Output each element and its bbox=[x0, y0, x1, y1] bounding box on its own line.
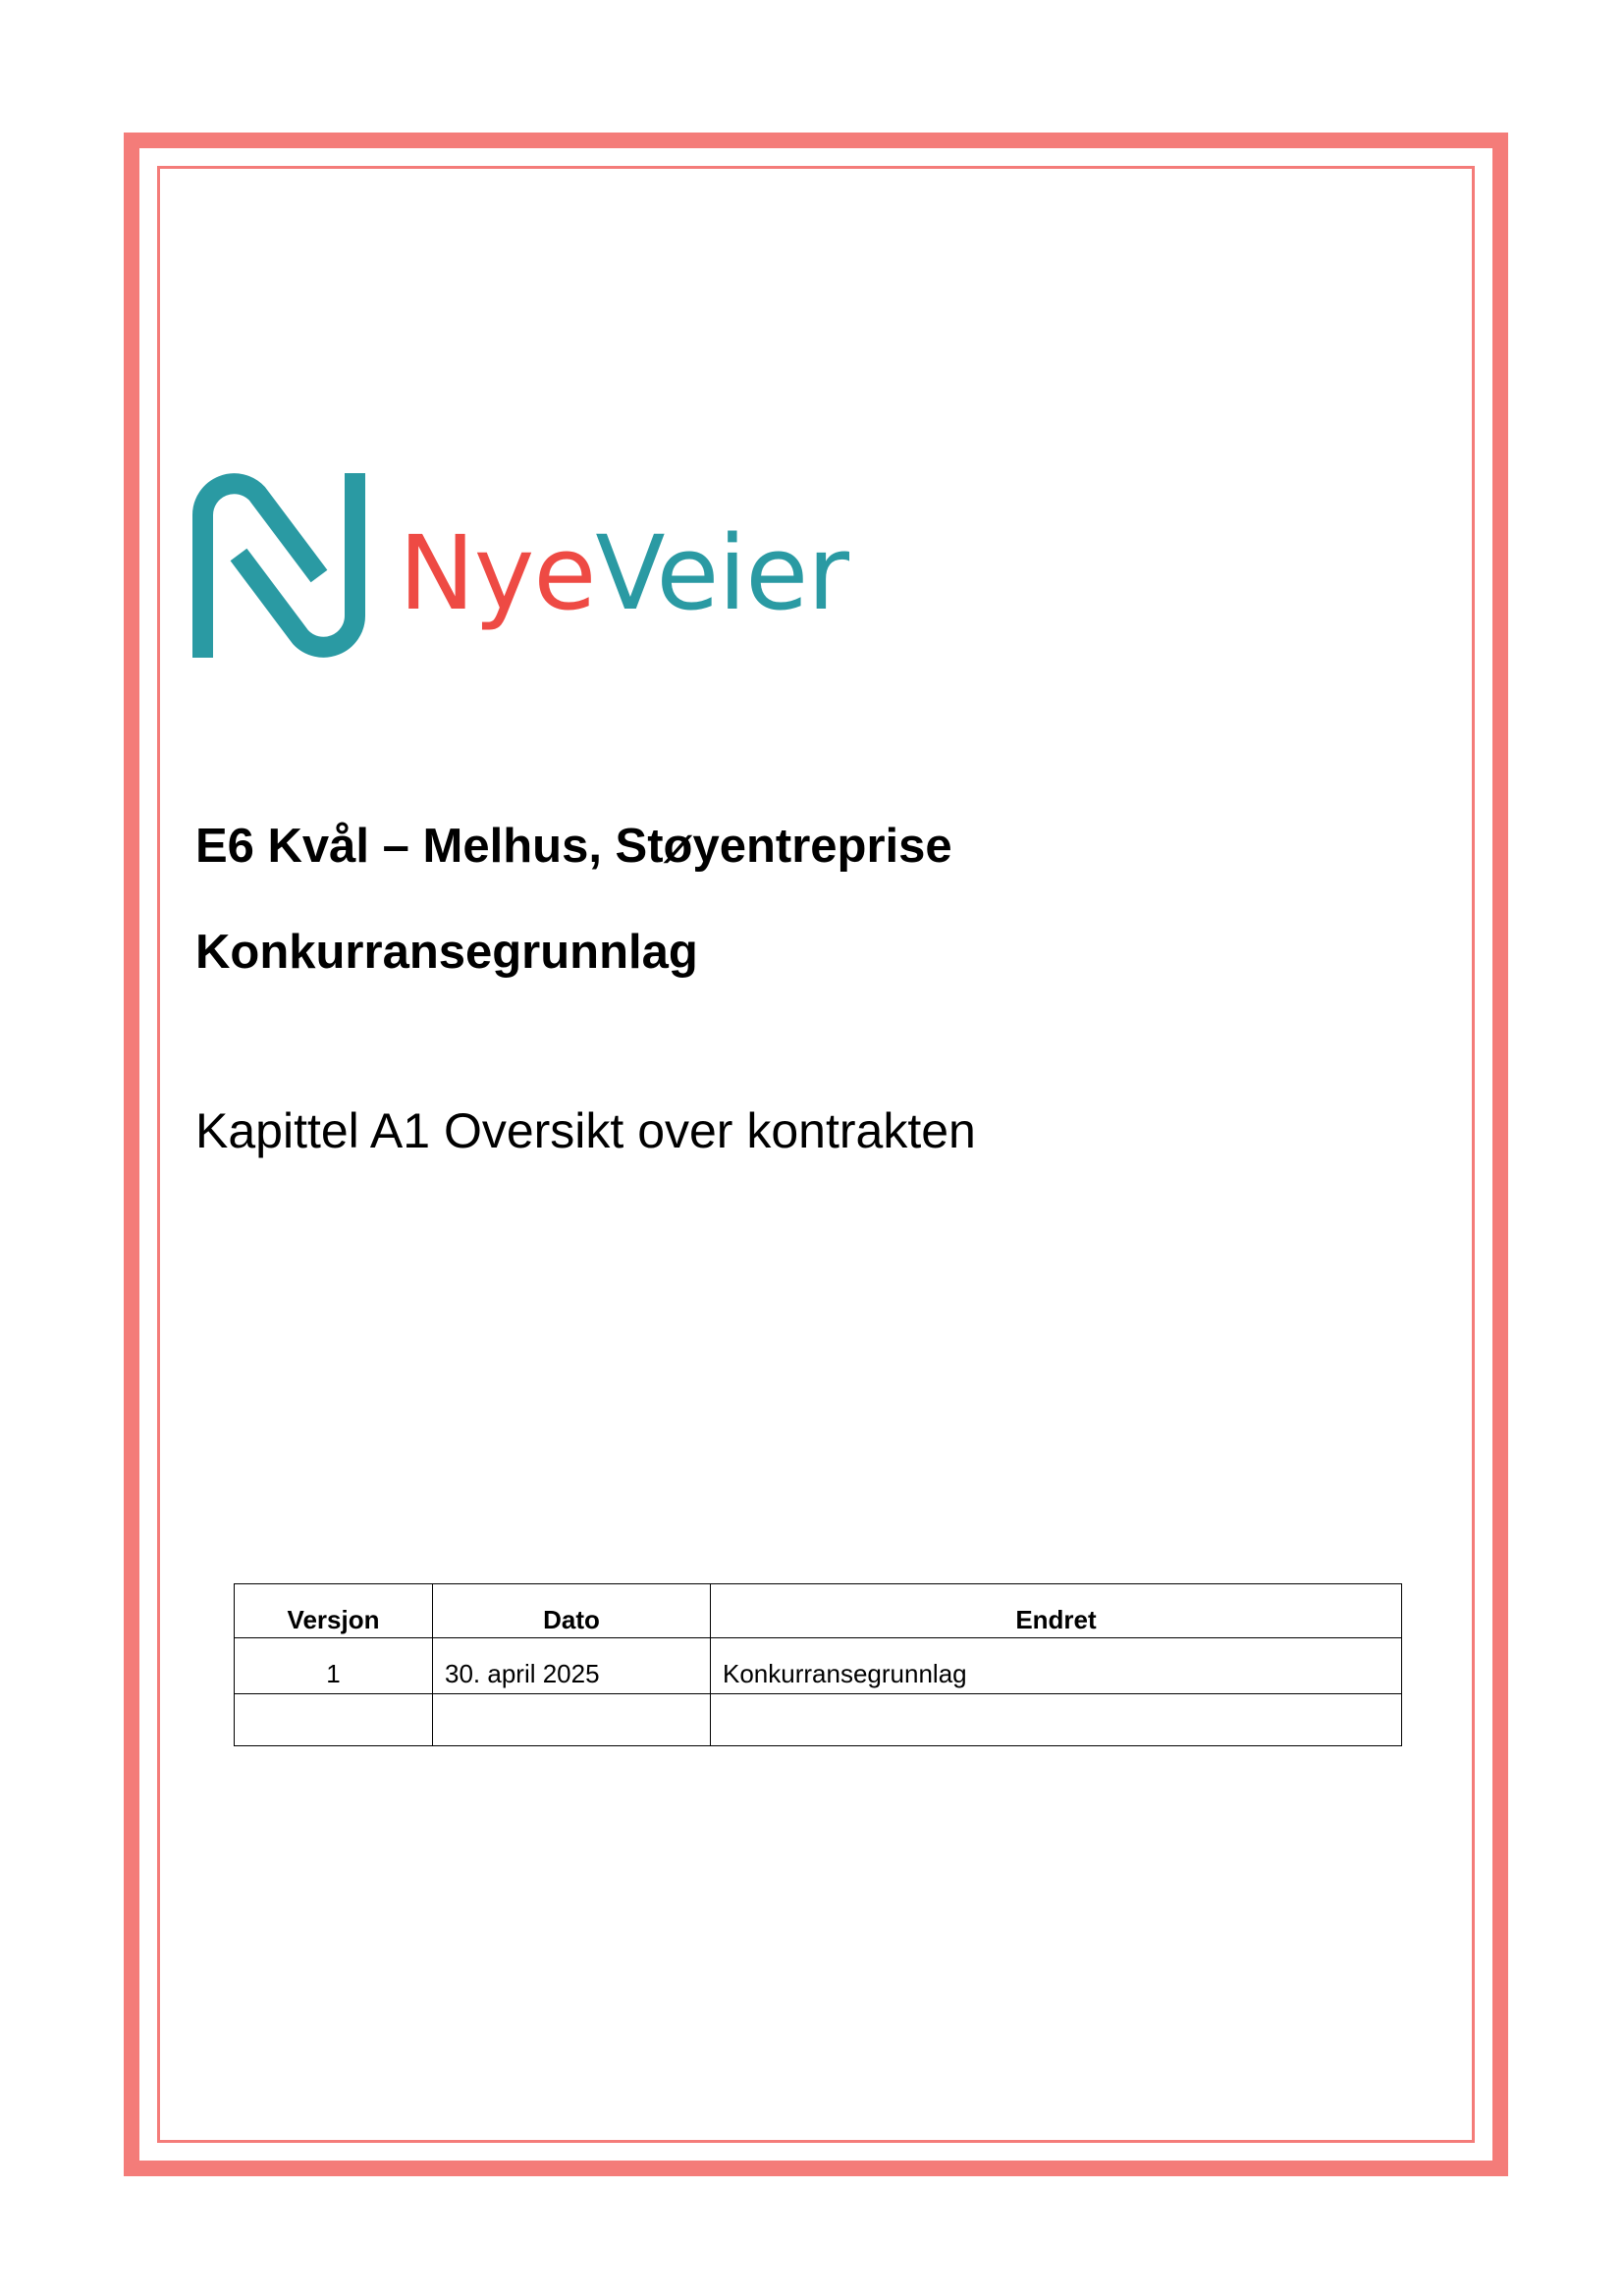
logo-text-nye: Nye bbox=[399, 513, 596, 633]
nye-veier-logo bbox=[192, 473, 849, 660]
svg-text:NyeVeier bbox=[399, 513, 849, 633]
document-title: E6 Kvål – Melhus, Støyentreprise bbox=[195, 820, 952, 873]
header-changed: Endret bbox=[711, 1584, 1402, 1638]
cell-changed: Konkurransegrunnlag bbox=[711, 1638, 1402, 1694]
cell-changed bbox=[711, 1694, 1402, 1746]
cell-date: 30. april 2025 bbox=[433, 1638, 711, 1694]
cell-version: 1 bbox=[235, 1638, 433, 1694]
chapter-title: Kapittel A1 Oversikt over kontrakten bbox=[195, 1103, 976, 1158]
header-version: Versjon bbox=[235, 1584, 433, 1638]
header-date: Dato bbox=[433, 1584, 711, 1638]
document-subtitle: Konkurransegrunnlag bbox=[195, 926, 698, 979]
table-row bbox=[235, 1638, 1402, 1694]
cell-version bbox=[235, 1694, 433, 1746]
table-row bbox=[235, 1694, 1402, 1746]
cell-date bbox=[433, 1694, 711, 1746]
version-table bbox=[234, 1583, 1402, 1746]
table-header-row bbox=[235, 1584, 1402, 1638]
nye-veier-n-mark bbox=[202, 473, 354, 658]
logo-text-veier: Veier bbox=[595, 513, 849, 633]
